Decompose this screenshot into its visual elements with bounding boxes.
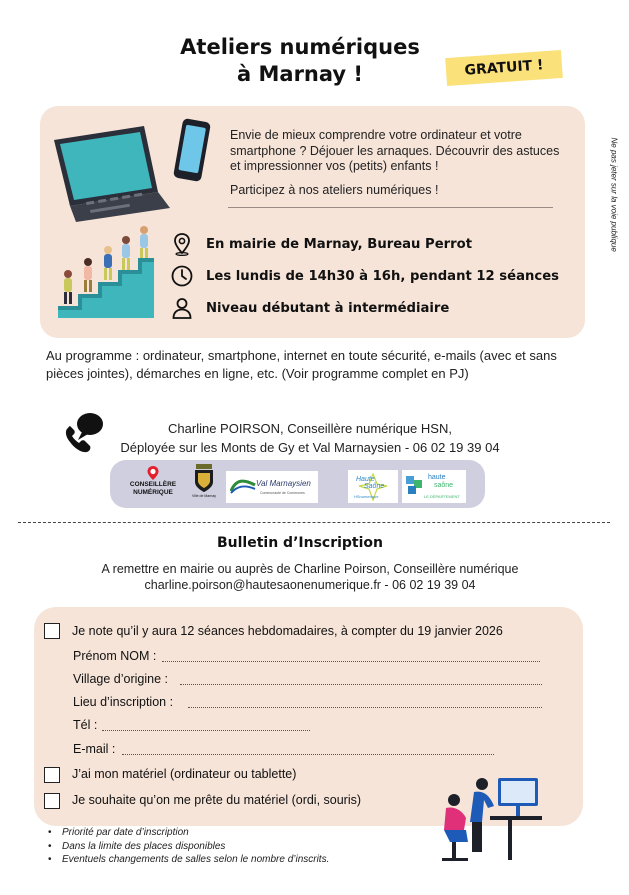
marnay-crest-logo: [188, 464, 220, 504]
bulletin-sub-line-1: A remettre en mairie ou auprès de Charline Poirson, Conseillère numérique: [101, 562, 519, 576]
location-c-icon: [146, 465, 160, 481]
place-label: Lieu d’inscription :: [73, 695, 174, 709]
intro-paragraph-1: Envie de mieux comprendre votre ordinateur et votre smartphone ? Déjouer les arnaques. Découvrir des astuces et impressionner vos (petits) enfants !: [230, 128, 560, 173]
schedule-row: [170, 263, 559, 289]
side-note: [604, 137, 619, 270]
conseillere-numerique-logo: [124, 465, 182, 503]
smartphone-icon: [170, 118, 214, 184]
hs2-line-2: saône: [434, 482, 454, 489]
people-at-computer-icon: [436, 772, 548, 864]
cut-line: [18, 522, 610, 523]
intro-text: [230, 128, 560, 198]
free-badge: GRATUIT !: [445, 50, 563, 86]
location-text: En mairie de Marnay, Bureau Perrot: [206, 236, 473, 252]
hs2-sub: LE DÉPARTEMENT: [424, 494, 460, 499]
level-text: Niveau débutant à intermédiaire: [206, 300, 450, 316]
note-item: • Dans la limite des places disponibles: [48, 840, 428, 854]
email-field[interactable]: [122, 754, 494, 755]
clock-icon: [170, 264, 194, 288]
contact-line-2: Déployée sur les Monts de Gy et Val Marnaysien - 06 02 19 39 04: [120, 439, 500, 455]
divider: [228, 207, 553, 208]
title-line-2: à Marnay !: [237, 62, 363, 86]
sessions-checkbox[interactable]: [44, 623, 60, 639]
notes-list: [48, 826, 428, 867]
own-equipment-checkbox[interactable]: [44, 767, 60, 783]
village-label: Village d’origine :: [73, 672, 168, 686]
val-logo-sub: Communauté de Communes: [260, 491, 305, 495]
name-label: Prénom NOM :: [73, 649, 157, 663]
crest-icon: [193, 464, 215, 494]
val-marnaysien-logo: [226, 471, 318, 503]
bulletin-title: Bulletin d’Inscription: [216, 535, 383, 551]
val-wave-icon: [230, 477, 256, 495]
bulletin-sub-line-2: charline.poirson@hautesaonenumerique.fr - 06 02 19 39 04: [144, 577, 476, 592]
location-row: [170, 231, 472, 257]
phone-label: Tél :: [73, 718, 98, 732]
village-field[interactable]: [180, 684, 542, 685]
cn-logo-line-1: CONSEILLÈRE: [129, 481, 177, 488]
val-logo-name: Val Marnaysien: [256, 479, 311, 488]
phone-field[interactable]: [102, 730, 310, 731]
note-item: • Priorité par date d’inscription: [48, 826, 428, 840]
sessions-label: Je note qu’il y aura 12 séances hebdomadaires, à compter du 19 janvier 2026: [72, 624, 503, 638]
level-row: [170, 295, 449, 321]
contact-block: [100, 420, 520, 457]
email-label: E-mail :: [73, 742, 116, 756]
map-pin-icon: [170, 232, 194, 256]
program-text: Au programme : ordinateur, smartphone, internet en toute sécurité, e-mails (avec et sans pièces jointes), démarches en ligne, etc. (Voir programme complet en PJ): [46, 348, 557, 381]
note-item: • Eventuels changements de salles selon le nombre d’inscrits.: [48, 853, 428, 867]
haute-saone-departement-logo: [402, 470, 466, 503]
hs1-line-1: Haute: [356, 476, 375, 483]
name-field[interactable]: [162, 661, 540, 662]
lend-equipment-label: Je souhaite qu’on me prête du matériel (ordi, souris): [72, 793, 362, 807]
place-field[interactable]: [188, 707, 542, 708]
lend-equipment-checkbox[interactable]: [44, 793, 60, 809]
hs2-line-1: haute: [428, 474, 446, 481]
title-line-1: Ateliers numériques: [180, 35, 420, 59]
laptop-icon: [46, 122, 176, 224]
stairs-people-icon: [50, 222, 158, 322]
hs1-sub: HSnumerique: [354, 494, 379, 499]
side-note-text: Ne pas jeter sur la voie publique: [609, 137, 619, 252]
hs1-line-2: Saône: [364, 483, 385, 490]
crest-caption: Ville de Marnay: [191, 494, 217, 498]
own-equipment-label: J’ai mon matériel (ordinateur ou tablette): [72, 767, 297, 781]
page-title: [150, 34, 450, 88]
user-icon: [170, 296, 194, 320]
hs-cross-icon: [404, 474, 424, 496]
partner-logos: [110, 460, 485, 508]
haute-saone-numerique-logo: [348, 470, 398, 503]
contact-line-1: Charline POIRSON, Conseillère numérique HSN,: [168, 421, 452, 436]
intro-paragraph-2: Participez à nos ateliers numériques !: [230, 182, 439, 197]
schedule-text: Les lundis de 14h30 à 16h, pendant 12 séances: [206, 268, 560, 284]
cn-logo-line-2: NUMÉRIQUE: [133, 489, 173, 496]
bulletin-instructions: [60, 562, 560, 593]
